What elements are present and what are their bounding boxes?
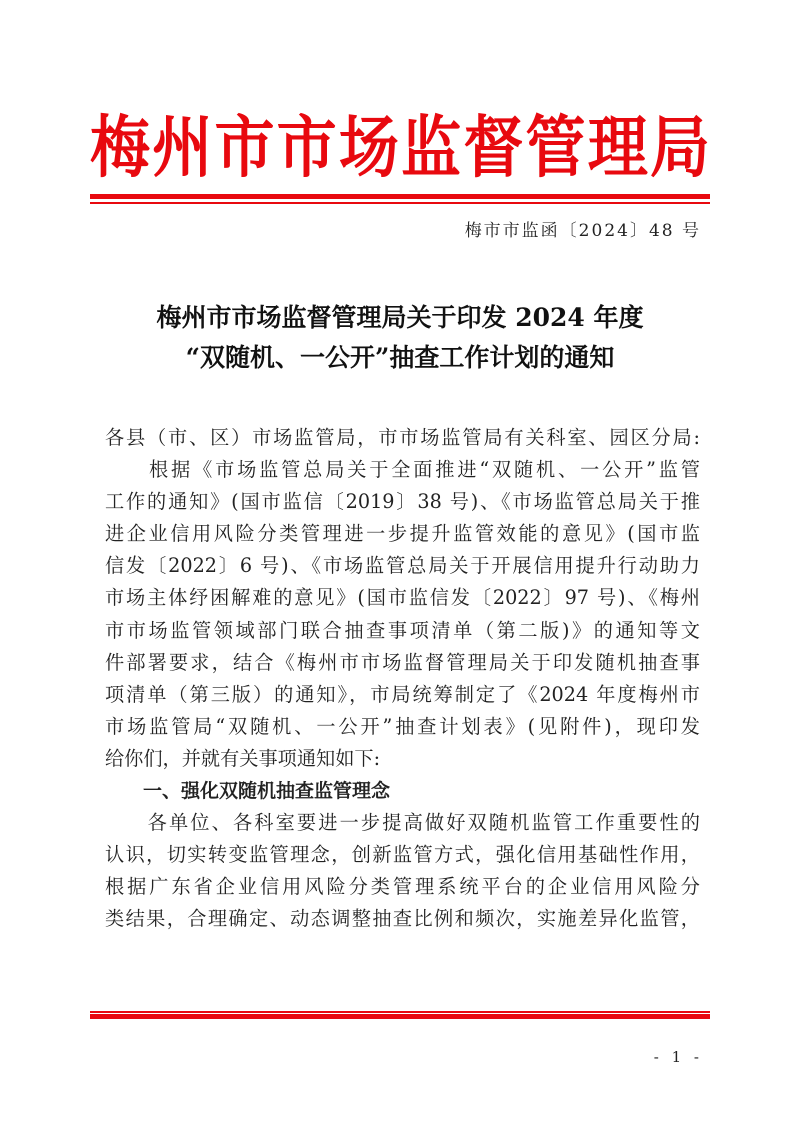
letterhead-char: 市 bbox=[276, 108, 337, 188]
body-line: 信发〔2022〕6 号)、《市场监管总局关于开展信用提升行动助力 bbox=[105, 554, 700, 578]
letterhead-char: 梅 bbox=[90, 108, 150, 188]
body-line: 市场监管局“双随机、一公开”抽查计划表》(见附件)，现印发 bbox=[105, 714, 700, 738]
footer-rule-thick bbox=[90, 1014, 710, 1019]
body-line: 工作的通知》(国市监信〔2019〕38 号)、《市场监管总局关于推 bbox=[105, 490, 700, 514]
letterhead-char: 监 bbox=[401, 108, 462, 188]
letterhead-char: 市 bbox=[214, 108, 275, 188]
body-line: 件部署要求，结合《梅州市市场监督管理局关于印发随机抽查事 bbox=[105, 650, 700, 674]
salutation: 各县（市、区）市场监管局，市市场监管局有关科室、园区分局: bbox=[105, 426, 700, 449]
page-number: - 1 - bbox=[653, 1048, 703, 1066]
header-rule-thin bbox=[90, 202, 710, 204]
title-line-1: 梅州市市场监督管理局关于印发 2024 年度 bbox=[156, 303, 644, 332]
header-rule-thick bbox=[90, 194, 710, 199]
body-line: 认识，切实转变监管理念，创新监管方式，强化信用基础性作用， bbox=[105, 843, 700, 867]
body-line: 项清单（第三版）的通知》，市局统筹制定了《2024 年度梅州市 bbox=[105, 682, 700, 706]
body-line: 各单位、各科室要进一步提高做好双随机监管工作重要性的 bbox=[105, 811, 700, 835]
document-title bbox=[90, 298, 710, 378]
body-line: 根据《市场监管总局关于全面推进“双随机、一公开”监管 bbox=[105, 458, 700, 482]
letterhead-char: 局 bbox=[649, 108, 710, 188]
body-line: 市场主体纾困解难的意见》(国市监信发〔2022〕97 号)、《梅州 bbox=[105, 586, 700, 610]
letterhead-char: 场 bbox=[338, 108, 399, 188]
body-line: 类结果，合理确定、动态调整抽查比例和频次，实施差异化监管， bbox=[105, 907, 700, 931]
section-heading: 一、强化双随机抽查监管理念 bbox=[105, 780, 391, 803]
organization-letterhead bbox=[90, 108, 710, 188]
title-line-2: “双随机、一公开”抽查工作计划的通知 bbox=[185, 343, 615, 372]
document-number: 梅市市监函〔2024〕48 号 bbox=[464, 221, 701, 241]
letterhead-char: 理 bbox=[587, 108, 648, 188]
letterhead-char: 督 bbox=[463, 108, 524, 188]
letterhead-char: 州 bbox=[152, 108, 213, 188]
body-line: 进企业信用风险分类管理进一步提升监管效能的意见》(国市监 bbox=[105, 522, 700, 546]
body-line: 给你们，并就有关事项通知如下: bbox=[105, 746, 381, 770]
letterhead-char: 管 bbox=[525, 108, 586, 188]
document-body bbox=[105, 422, 700, 936]
body-line: 市市场监管领域部门联合抽查事项清单（第二版)》的通知等文 bbox=[105, 618, 700, 642]
footer-rule-thin bbox=[90, 1011, 710, 1013]
body-line: 根据广东省企业信用风险分类管理系统平台的企业信用风险分 bbox=[105, 875, 700, 899]
